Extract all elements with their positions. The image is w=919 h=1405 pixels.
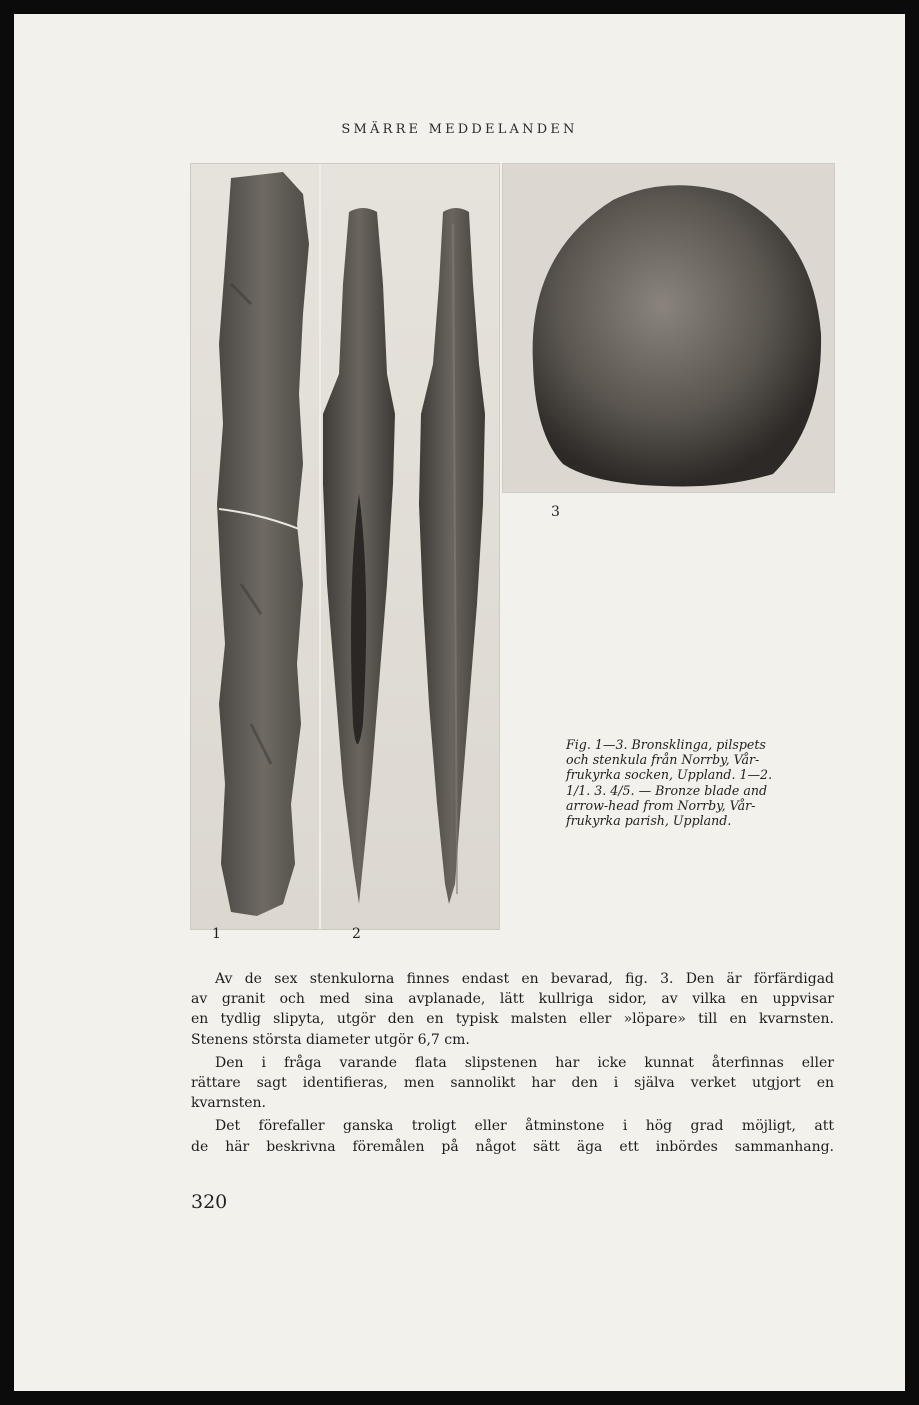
text-line: rättare sagt identifieras, men sannolikt har den i själva verket utgjort en	[191, 1075, 834, 1092]
text-line: de här beskrivna föremålen på något sätt äga ett inbördes sammanhang.	[191, 1138, 834, 1155]
book-page	[14, 14, 905, 1391]
photo-plate-bronze-objects	[190, 163, 500, 930]
bronze-blade-image	[217, 172, 309, 916]
running-header: SMÄRRE MEDDELANDEN	[341, 122, 578, 137]
paragraph	[191, 969, 834, 1050]
caption-line: frukyrka socken, Uppland. 1—2.	[566, 767, 773, 783]
arrow-head-front-image	[323, 208, 395, 904]
caption-line: och stenkula från Norrby, Vår-	[566, 752, 760, 768]
caption-line: frukyrka parish, Uppland.	[566, 813, 732, 829]
text-line: Av de sex stenkulorna finnes endast en bevarad, fig. 3. Den är förfärdigad	[215, 971, 834, 987]
text-line: kvarnsten.	[191, 1095, 267, 1112]
photo-plate-stone-ball	[502, 163, 835, 493]
figure-label-3: 3	[551, 504, 560, 520]
paragraph	[191, 1053, 834, 1114]
text-line: Stenens största diameter utgör 6,7 cm.	[191, 1031, 470, 1048]
caption-line: Fig. 1—3. Bronsklinga, pilspets	[566, 737, 766, 752]
text-line: Den i fråga varande flata slipstenen har icke kunnat återfinnas eller	[215, 1054, 834, 1071]
body-text	[191, 969, 834, 1160]
figure-caption	[566, 737, 828, 828]
stone-ball-image	[533, 185, 821, 486]
text-line: Det förefaller ganska troligt eller åtminstone i hög grad möjligt, att	[215, 1118, 834, 1135]
caption-line: 1/1. 3. 4/5. — Bronze blade and	[566, 782, 768, 798]
text-line: en tydlig slipyta, utgör den en typisk malsten eller »löpare» till en kvarnsten.	[191, 1011, 834, 1028]
page-number: 320	[191, 1191, 228, 1213]
text-line: av granit och med sina avplanade, lätt kullriga sidor, av vilka en uppvisar	[191, 991, 834, 1008]
figure-label-2: 2	[352, 926, 361, 942]
caption-line: arrow-head from Norrby, Vår-	[566, 797, 756, 813]
figure-label-1: 1	[212, 926, 221, 942]
arrow-head-side-image	[419, 208, 485, 904]
paragraph	[191, 1116, 834, 1156]
